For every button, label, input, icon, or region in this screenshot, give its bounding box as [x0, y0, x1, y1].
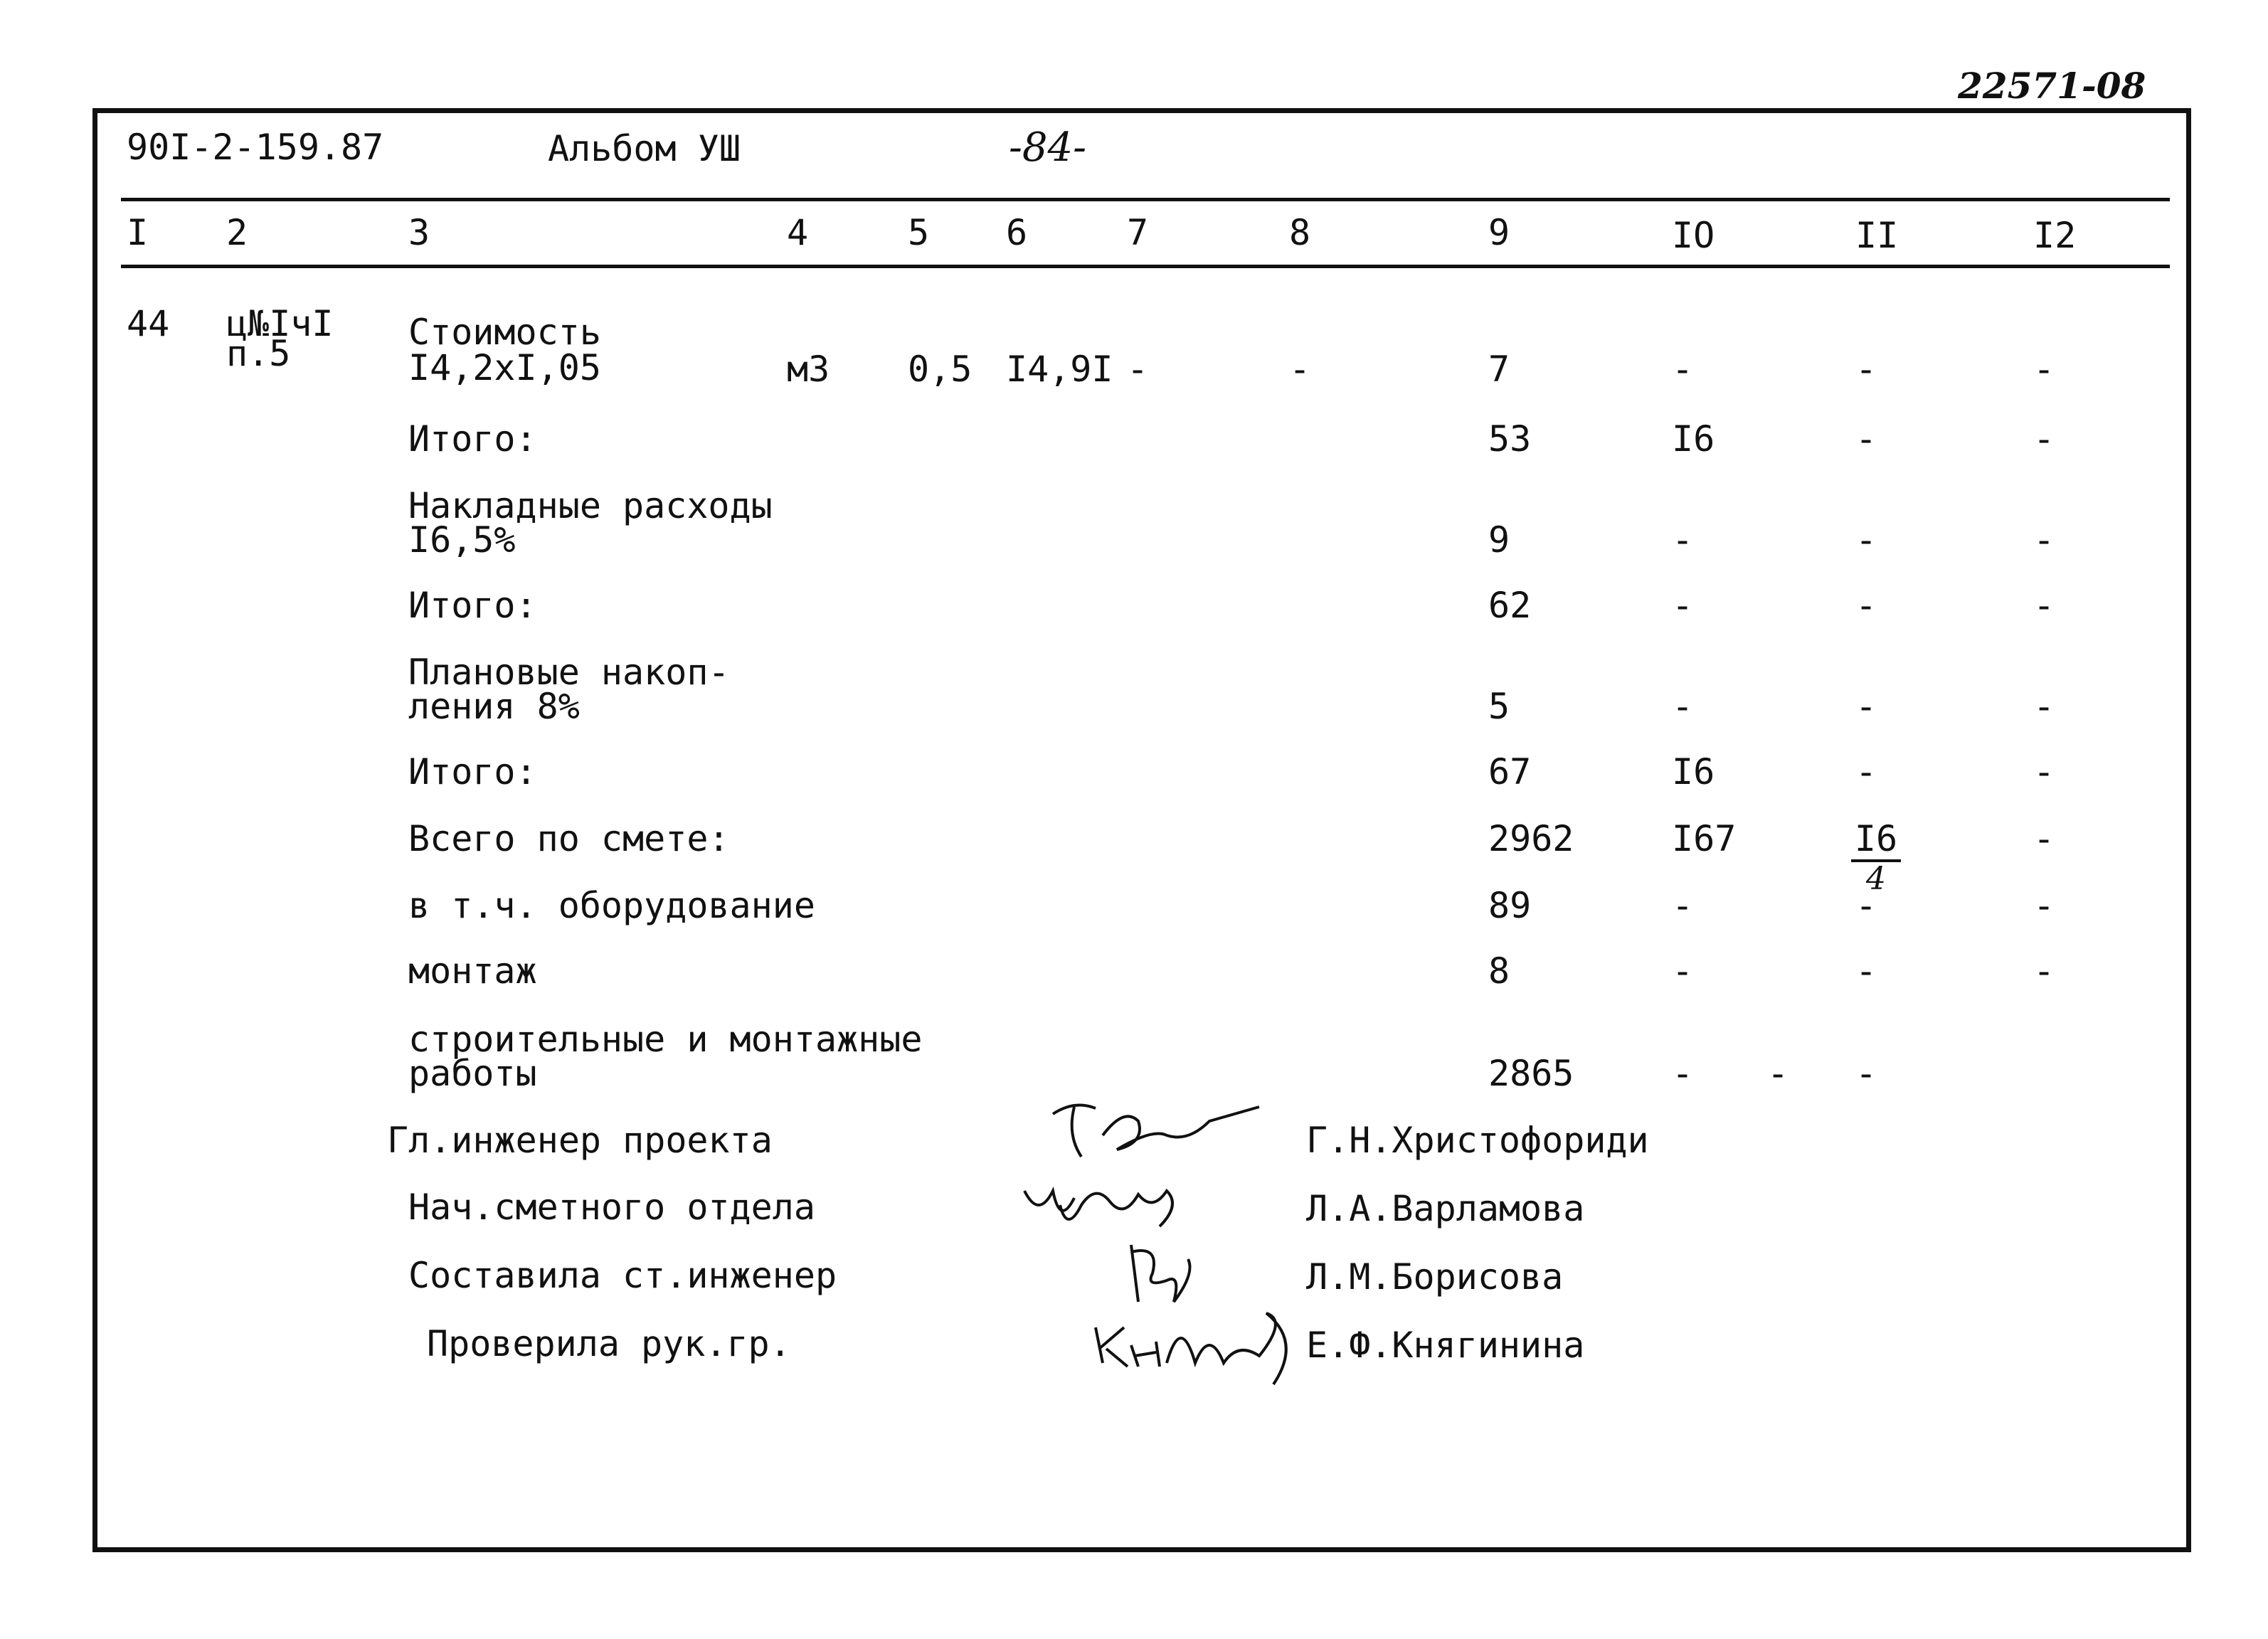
- col-header-8: 8: [1289, 212, 1311, 253]
- header-rule: [121, 198, 2170, 201]
- row-col9: 2865: [1488, 1053, 1574, 1094]
- row-label-line2: работы: [408, 1053, 537, 1094]
- row-label: Итого:: [408, 751, 537, 792]
- col-header-4: 4: [787, 212, 809, 253]
- row-label-line1: Плановые накоп-: [408, 652, 730, 693]
- row-col9: 62: [1488, 585, 1532, 626]
- row-label: Итого:: [408, 418, 537, 460]
- col-header-12: I2: [2033, 215, 2077, 256]
- album-label: Альбом УШ: [548, 128, 741, 169]
- row-col10: I6: [1672, 751, 1715, 792]
- row-col9: 5: [1488, 686, 1510, 727]
- row-col9: 8: [1488, 950, 1510, 992]
- row-col12: -: [2033, 519, 2055, 561]
- row-col9: 89: [1488, 885, 1532, 926]
- row-col10: -: [1672, 686, 1694, 727]
- col-header-2: 2: [226, 212, 248, 253]
- signature-name: Г.Н.Христофориди: [1306, 1120, 1649, 1161]
- entry-unit: м3: [787, 349, 830, 390]
- col-header-5: 5: [908, 212, 930, 253]
- entry-ref-line1: ц№IчI: [226, 303, 334, 344]
- signature-name: Е.Ф.Княгинина: [1306, 1325, 1585, 1366]
- col-header-1: I: [127, 212, 149, 253]
- row-col12: -: [2033, 885, 2055, 926]
- col-header-11: II: [1855, 215, 1899, 256]
- row-col11: -: [1855, 1053, 1877, 1094]
- col-header-7: 7: [1127, 212, 1149, 253]
- signature-role: Составила ст.инженер: [408, 1255, 837, 1296]
- signature-role: Гл.инженер проекта: [387, 1120, 773, 1161]
- entry-price: I4,9I: [1006, 349, 1113, 390]
- row-col12: -: [2033, 686, 2055, 727]
- row-col12: -: [2033, 950, 2055, 992]
- row-col10: -: [1672, 1053, 1694, 1094]
- row-label-line1: строительные и монтажные: [408, 1019, 923, 1060]
- signature-name: Л.М.Борисова: [1306, 1256, 1564, 1298]
- row-label: Всего по смете:: [408, 818, 730, 859]
- entry-col8: -: [1289, 349, 1311, 390]
- row-label: Итого:: [408, 585, 537, 626]
- row-col12: -: [2033, 818, 2055, 859]
- document-number: 22571-08: [1958, 65, 2146, 107]
- col-header-6: 6: [1006, 212, 1028, 253]
- entry-col9: 7: [1488, 349, 1510, 390]
- row-col11: -: [1855, 885, 1877, 926]
- page-number: -84-: [1009, 124, 1087, 171]
- row-col10: -: [1672, 885, 1694, 926]
- entry-desc-line2: I4,2xI,05: [408, 347, 601, 388]
- row-col9: 2962: [1488, 818, 1574, 859]
- entry-col12: -: [2033, 349, 2055, 390]
- row-col12: -: [2033, 751, 2055, 792]
- row-label-line2: I6,5%: [408, 519, 516, 561]
- signature-name: Л.А.Варламова: [1306, 1188, 1585, 1229]
- row-col10-extra: -: [1767, 1053, 1789, 1094]
- row-col10: -: [1672, 519, 1694, 561]
- columns-rule: [121, 265, 2170, 268]
- fraction-denominator: 4: [1851, 859, 1901, 895]
- row-col9: 53: [1488, 418, 1532, 460]
- row-label-line1: Накладные расходы: [408, 485, 773, 526]
- row-col9: 9: [1488, 519, 1510, 561]
- entry-ref-line2: п.5: [226, 333, 291, 374]
- signature-role: Проверила рук.гр.: [427, 1323, 791, 1364]
- entry-number: 44: [127, 303, 170, 344]
- row-col11: -: [1855, 585, 1877, 626]
- col-header-9: 9: [1488, 212, 1510, 253]
- signature-role: Нач.сметного отдела: [408, 1187, 815, 1228]
- row-col9: 67: [1488, 751, 1532, 792]
- row-col11: -: [1855, 751, 1877, 792]
- row-col12: -: [2033, 585, 2055, 626]
- row-col11-fraction: [1851, 818, 1901, 897]
- row-col10: I6: [1672, 418, 1715, 460]
- row-label: монтаж: [408, 950, 537, 992]
- col-header-10: IO: [1672, 215, 1715, 256]
- fraction-numerator: I6: [1854, 818, 1898, 859]
- row-col11: -: [1855, 950, 1877, 992]
- handwritten-signature-2: [1017, 1162, 1217, 1241]
- entry-col10: -: [1672, 349, 1694, 390]
- handwritten-signature-4: [1088, 1299, 1316, 1391]
- row-label-line2: ления 8%: [408, 686, 580, 727]
- row-col10: I67: [1672, 818, 1737, 859]
- entry-desc-line1: Стоимость: [408, 312, 601, 353]
- row-col10: -: [1672, 950, 1694, 992]
- row-col12: -: [2033, 418, 2055, 460]
- row-col11: -: [1855, 686, 1877, 727]
- entry-col7: -: [1127, 349, 1149, 390]
- col-header-3: 3: [408, 212, 430, 253]
- row-col10: -: [1672, 585, 1694, 626]
- row-col11: -: [1855, 519, 1877, 561]
- entry-col11: -: [1855, 349, 1877, 390]
- project-code: 90I-2-159.87: [127, 127, 384, 168]
- entry-qty: 0,5: [908, 349, 973, 390]
- row-col11: -: [1855, 418, 1877, 460]
- row-label: в т.ч. оборудование: [408, 885, 815, 926]
